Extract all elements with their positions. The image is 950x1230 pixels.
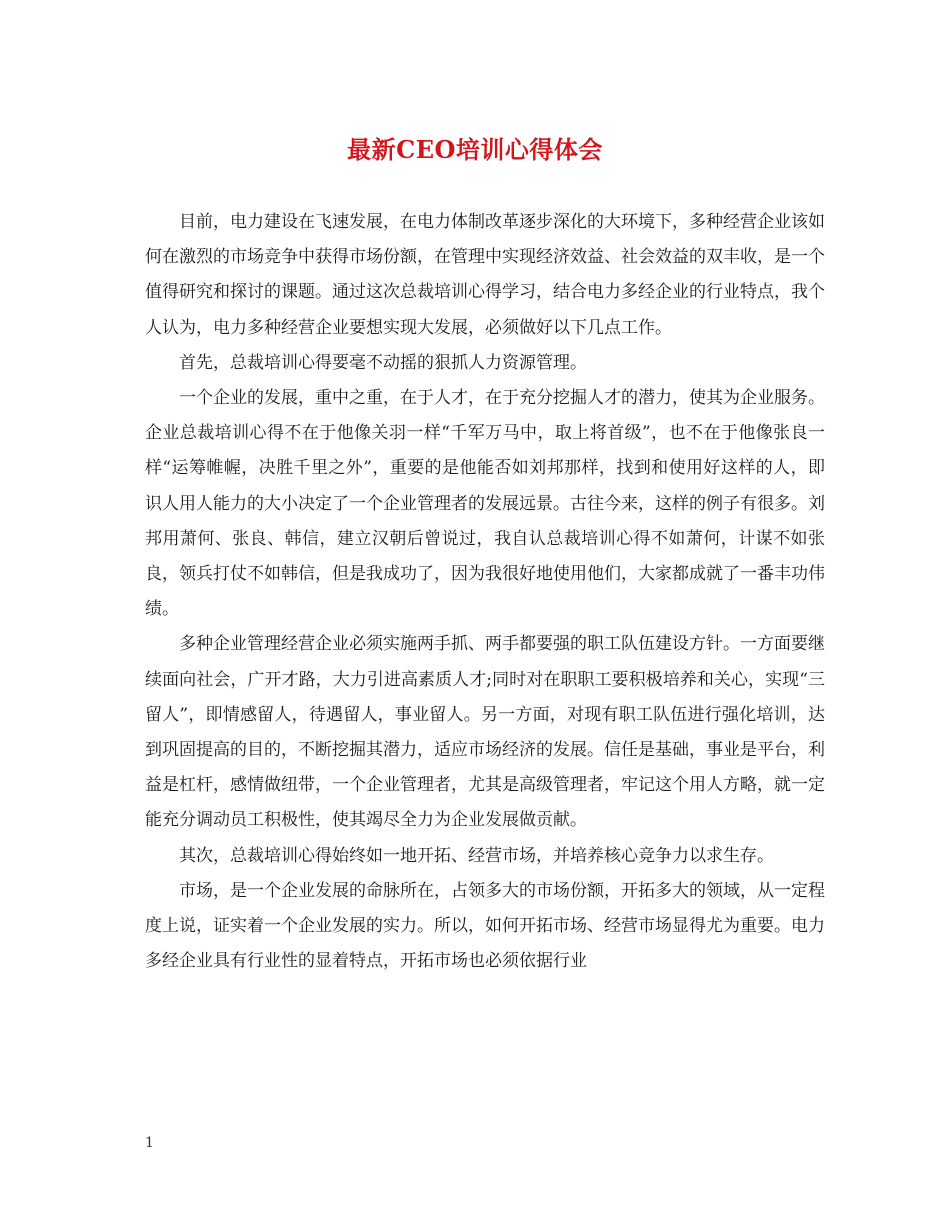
document-title: 最新CEO培训心得体会 (347, 135, 603, 164)
paragraph: 目前，电力建设在飞速发展，在电力体制改革逐步深化的大环境下，多种经营企业该如何在激烈的市场竞争中获得市场份额，在管理中实现经济效益、社会效益的双丰收，是一个值得研究和探讨的课题。通过这次总裁培训心得学习，结合电力多经企业的行业特点，我个人认为，电力多种经营企业要想实现大发展，必须做好以下几点工作。 (145, 212, 825, 338)
page-number: 1 (145, 1135, 154, 1151)
paragraph: 其次，总裁培训心得始终如一地开拓、经营市场，并培养核心竞争力以求生存。 (179, 845, 774, 866)
paragraph: 市场，是一个企业发展的命脉所在，占领多大的市场份额，开拓多大的领域，从一定程度上说，证实着一个企业发展的实力。所以，如何开拓市场、经营市场显得尤为重要。电力多经企业具有行业性的显着特点，开拓市场也必须依据行业 (145, 880, 825, 972)
paragraph: 多种企业管理经营企业必须实施两手抓、两手都要强的职工队伍建设方针。一方面要继续面向社会，广开才路，大力引进高素质人才;同时对在职职工要积极培养和关心，实现“三留人”，即情感留人，待遇留人，事业留人。另一方面，对现有职工队伍进行强化培训，达到巩固提高的目的，不断挖掘其潜力，适应市场经济的发展。信任是基础，事业是平台，利益是杠杆，感情做纽带，一个企业管理者，尤其是高级管理者，牢记这个用人方略，就一定能充分调动员工积极性，使其竭尽全力为企业发展做贡献。 (145, 634, 825, 831)
paragraph: 首先，总裁培训心得要毫不动摇的狠抓人力资源管理。 (179, 352, 587, 373)
paragraph: 一个企业的发展，重中之重，在于人才，在于充分挖掘人才的潜力，使其为企业服务。企业总裁培训心得不在于他像关羽一样“千军万马中，取上将首级”，也不在于他像张良一样“运筹帷幄，决胜千里之外”，重要的是他能否如刘邦那样，找到和使用好这样的人，即识人用人能力的大小决定了一个企业管理者的发展远景。古往今来，这样的例子有很多。刘邦用萧何、张良、韩信，建立汉朝后曾说过，我自认总裁培训心得不如萧何，计谋不如张良，领兵打仗不如韩信，但是我成功了，因为我很好地使用他们，大家都成就了一番丰功伟绩。 (145, 388, 825, 620)
document-body (145, 205, 825, 979)
